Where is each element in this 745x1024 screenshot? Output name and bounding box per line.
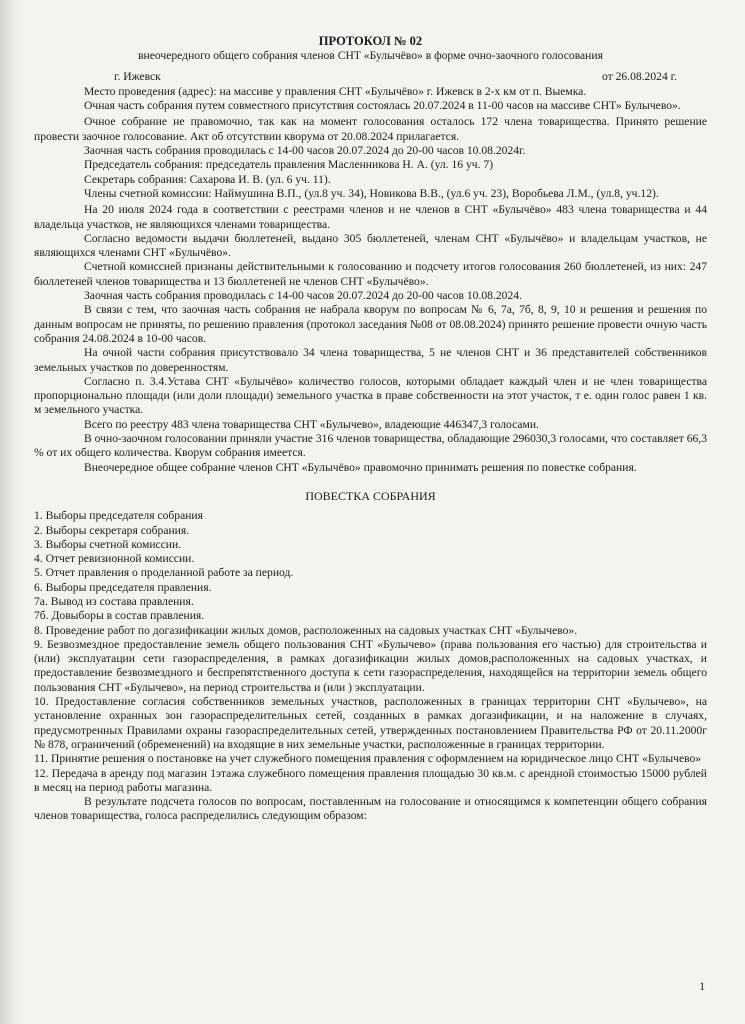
agenda-item: 3. Выборы счетной комиссии. (34, 537, 182, 551)
paragraph-registry: На 20 июля 2024 года в соответствии с реестрами членов и не членов в СНТ «Булычёво» 483 члена товарищества и 44 владельца участков, не являющихся членами товарищества. (34, 203, 707, 231)
agenda-item: 4. Отчет ревизионной комиссии. (34, 552, 195, 566)
paragraph-chairman: Председатель собрания: председатель правления Масленникова Н. А. (ул. 16 уч. 7) (84, 158, 494, 172)
paragraph-participation: В очно-заочном голосовании приняли участие 316 членов товарищества, обладающие 296030,3 голосами, что составляет 66,3 % от их общего количества. Кворум собрания имеется. (34, 432, 707, 460)
page-number: 1 (699, 980, 705, 993)
paragraph-competence: Внеочередное общее собрание членов СНТ «Булычёво» правомочно принимать решения по повестке собрания. (84, 460, 637, 474)
paragraph-registry-total: Всего по реестру 483 члена товарищества СНТ «Булычево», владеющие 446347,3 голосами. (84, 417, 539, 431)
document-subtitle: внеочередного общего собрания членов СНТ «Булычёво» в форме очно-заочного голосования (138, 49, 603, 63)
document-title: ПРОТОКОЛ № 02 (318, 34, 423, 48)
document-date: от 26.08.2024 г. (601, 69, 677, 83)
agenda-item: 5. Отчет правления о проделанной работе за период. (34, 566, 294, 580)
paragraph-counting-commission: Члены счетной комиссии: Наймушина В.П., (ул.8 уч. 34), Новикова В.В., (ул.6 уч. 23), Воробьева Л.М., (ул.8, уч.12). (84, 186, 659, 200)
agenda-item: 12. Передача в аренду под магазин 1этажа служебного помещения правления площадью 30 кв.м. с арендной стоимостью 15000 рублей в месяц на период работы магазина. (34, 766, 707, 794)
agenda-item: 7а. Вывод из состава правления. (34, 594, 194, 608)
city-date-row (34, 70, 707, 84)
paragraph-attendance: На очной части собрания присутствовало 34 члена товарищества, 5 не членов СНТ и 36 представителей собственников земельных участков по доверенностям. (34, 346, 707, 374)
city: г. Ижевск (114, 69, 161, 83)
agenda-item: 7б. Довыборы в состав правления. (34, 609, 205, 623)
agenda-title: ПОВЕСТКА СОБРАНИЯ (305, 488, 436, 503)
paragraph-inperson-part: Очная часть собрания путем совместного присутствия состоялась 20.07.2024 в 11-00 часов на массиве СНТ» Булычево». (84, 99, 681, 113)
agenda-item: 9. Безвозмездное предоставление земель общего пользования СНТ «Булычево» (права пользования его частью) для строительства и (или) эксплуатации сети газораспределения, в рамках догазификации жилых домов,расположенных на садовых участках, и предоставление безвозмездного и беспрепятственного доступа к сети газораспределения, находящейся на территории земель общего пользования СНТ «Булычево», на период строительства и (или ) эксплуатации. (34, 637, 707, 694)
paragraph-location: Место проведения (адрес): на массиве у правления СНТ «Булычёво» г. Ижевск в 2-х км от п. Выемка. (84, 84, 587, 98)
paragraph-no-quorum: Очное собрание не правомочно, так как на момент голосования осталось 172 члена товарищества. Принято решение провести заочное голосование. Акт об отсутствии кворума от 20.08.2024 прилагается. (34, 115, 707, 143)
agenda-item: 6. Выборы председателя правления. (34, 580, 212, 594)
agenda-item: 10. Предоставление согласия собственников земельных участков, расположенных в границах территории СНТ «Булычево», на установление охранных зон газораспределительных сетей, созданных в рамках догазификации, и на наложение в случаях, предусмотренных Правилами охраны газораспределительных сетей, утвержденных постановлением Правительства РФ от 20.11.2000г № 878, ограничений (обременений) на входящие в них земельные участки, расположенные в границах территории. (34, 695, 707, 751)
paragraph-ballots-issued: Согласно ведомости выдачи бюллетеней, выдано 305 бюллетеней, членам СНТ «Булычёво» и владельцам участков, не являющихся членами СНТ «Булычёво». (34, 231, 707, 260)
paragraph-decision-inperson: В связи с тем, что заочная часть собрания не набрала кворум по вопросам № 6, 7а, 7б, 8, 9, 10 и решения и решения по данным вопросам не приняты, по решению правления (протокол заседания №08 от 08.08.2024) принято решение провести очную часть собрания 24.08.2024 в 10-00 часов. (34, 303, 707, 345)
agenda-item: 8. Проведение работ по догазификации жилых домов, расположенных на садовых участках СНТ «Булычево». (34, 623, 578, 637)
paragraph-absentee-period: Заочная часть собрания проводилась с 14-00 часов 20.07.2024 до 20-00 часов 10.08.2024г. (84, 144, 526, 158)
paragraph-secretary: Секретарь собрания: Сахарова И. В. (ул. 6 уч. 11). (84, 172, 331, 186)
agenda-item: 1. Выборы председателя собрания (34, 509, 203, 523)
agenda-item: 11. Принятие решения о постановке на учет служебного помещения правления с оформлением на юридическое лицо СНТ «Булычево» (34, 752, 702, 766)
paragraph-vote-results-intro: В результате подсчета голосов по вопросам, поставленным на голосование и относящимся к компетенции общего собрания членов товарищества, голоса распределились следующим образом: (34, 795, 707, 823)
paragraph-charter-votes: Согласно п. 3.4.Устава СНТ «Булычёво» количество голосов, которыми обладает каждый член и не член товарищества пропорционально площади (или доли площади) земельного участка в праве собственности на этот участок, т е. один голос равен 1 кв. м земельного участка. (34, 374, 707, 417)
agenda-item: 2. Выборы секретаря собрания. (34, 523, 190, 537)
page-fold-shadow (0, 0, 20, 1024)
paragraph-ballots-valid: Счетной комиссией признаны действительными к голосованию и подсчету итогов голосования 260 бюллетеней, из них: 247 бюллетеней членов товарищества и 13 бюллетеней не членов СНТ «Булычёво». (34, 260, 707, 288)
paragraph-absentee-period-2: Заочная часть собрания проводилась с 14-00 часов 20.07.2024 до 20-00 часов 10.08.2024. (84, 289, 522, 303)
agenda-list (34, 509, 707, 795)
